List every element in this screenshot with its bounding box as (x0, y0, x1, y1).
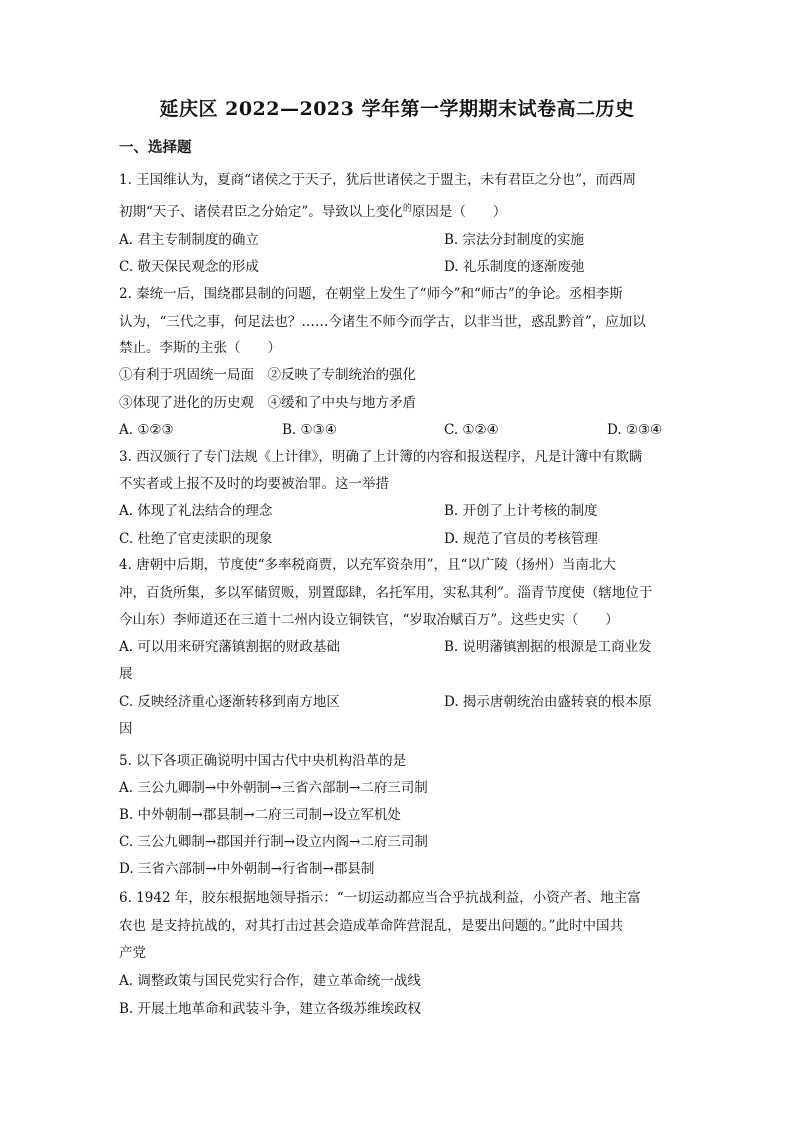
q4-option-c: C. 反映经济重心逐渐转移到南方地区 (119, 694, 340, 710)
q6-option-b: B. 开展土地革命和武装斗争，建立各级苏维埃政权 (119, 1001, 422, 1017)
q2-option-d: D. ②③④ (607, 422, 663, 438)
q4-stem-line-1: 4. 唐朝中后期，节度使“多率税商贾，以充军资杂用”，且“以广陵（扬州）当南北大 (119, 557, 616, 573)
q2-option-a: A. ①②③ (119, 422, 174, 438)
q4-option-d: D. 揭示唐朝统治由盛转衰的根本原 (444, 694, 652, 710)
page-title: 延庆区 2022—2023 学年第一学期期末试卷高二历史 (159, 98, 635, 120)
q1-option-d: D. 礼乐制度的逐渐废弛 (444, 259, 585, 275)
q2-statement-2: ③体现了进化的历史观 ④缓和了中央与地方矛盾 (119, 395, 416, 411)
q4-option-a: A. 可以用来研究藩镇割据的财政基础 (119, 639, 340, 655)
q1-option-b: B. 宗法分封制度的实施 (444, 232, 585, 248)
q4-option-d-wrap: 因 (119, 721, 133, 737)
q2-stem-line-2: 认为，“三代之事，何足法也？……今诸生不师今而学古，以非当世，惑乱黔首”，应加以 (119, 314, 646, 330)
q4-stem-line-3: 今山东）李师道还在三道十二州内设立铜铁官，“岁取冶赋百万”。这些史实（ ） (119, 612, 619, 628)
q2-stem-line-3: 禁止。李斯的主张（ ） (119, 340, 281, 356)
section-heading: 一、选择题 (119, 139, 192, 156)
q3-stem-line-1: 3. 西汉颁行了专门法规《上计律》，明确了上计簿的内容和报送程序，凡是计簿中有欺瞒 (119, 449, 643, 465)
q3-option-a: A. 体现了礼法结合的理念 (119, 503, 273, 519)
q4-option-b-wrap: 展 (119, 666, 133, 682)
q5-option-d: D. 三省六部制→中外朝制→行省制→郡县制 (119, 861, 375, 877)
q2-option-b: B. ①③④ (282, 422, 337, 438)
q1-stem-line-2 (119, 203, 506, 223)
q2-statement-1: ①有利于巩固统一局面 ②反映了专制统治的强化 (119, 367, 416, 383)
q3-option-c: C. 杜绝了官吏渎职的现象 (119, 531, 273, 547)
q5-option-c: C. 三公九卿制→郡国并行制→设立内阁→二府三司制 (119, 834, 428, 850)
q6-stem-line-1: 6. 1942 年，胶东根据地领导指示：“一切运动都应当合乎抗战利益，小资产者、地主富 (119, 890, 641, 906)
q5-stem: 5. 以下各项正确说明中国古代中央机构沿革的是 (119, 753, 407, 769)
q6-stem-line-2: 农也 是支持抗战的，对其打击过甚会造成革命阵营混乱，是要出问题的。”此时中国共 (119, 918, 623, 934)
q1-option-a: A. 君主专制制度的确立 (119, 232, 259, 248)
q1-stem-superscript: 的 (402, 204, 412, 214)
q4-stem-line-2: 冲，百货所集，多以军储贸贩，别置邸肆，名托军用，实私其利”。淄青节度使（辖地位于 (119, 585, 653, 601)
q2-option-c: C. ①②④ (444, 422, 499, 438)
q3-option-b: B. 开创了上计考核的制度 (444, 503, 598, 519)
q2-stem-line-1: 2. 秦统一后，围绕郡县制的问题，在朝堂上发生了“师今”和“师古”的争论。丞相李斯 (119, 286, 623, 302)
q1-option-c: C. 敬天保民观念的形成 (119, 259, 259, 275)
q1-stem-line-1: 1. 王国维认为，夏商“诸侯之于天子，犹后世诸侯之于盟主，未有君臣之分也”，而西周 (119, 172, 636, 188)
q6-stem-line-3: 产党 (119, 945, 146, 961)
q5-option-a: A. 三公九卿制→中外朝制→三省六部制→二府三司制 (119, 780, 428, 796)
q1-stem-text-b: 原因是（ ） (411, 204, 507, 220)
q1-stem-text-a: 初期“天子、诸侯君臣之分始定”。导致以上变化 (119, 204, 403, 220)
q3-option-d: D. 规范了官员的考核管理 (444, 531, 598, 547)
q6-option-a: A. 调整政策与国民党实行合作，建立革命统一战线 (119, 973, 421, 989)
q3-stem-line-2: 不实者或上报不及时的均要被治罪。这一举措 (119, 476, 389, 492)
q4-option-b: B. 说明藩镇割据的根源是工商业发 (444, 639, 652, 655)
q5-option-b: B. 中外朝制→郡县制→二府三司制→设立军机处 (119, 807, 401, 823)
